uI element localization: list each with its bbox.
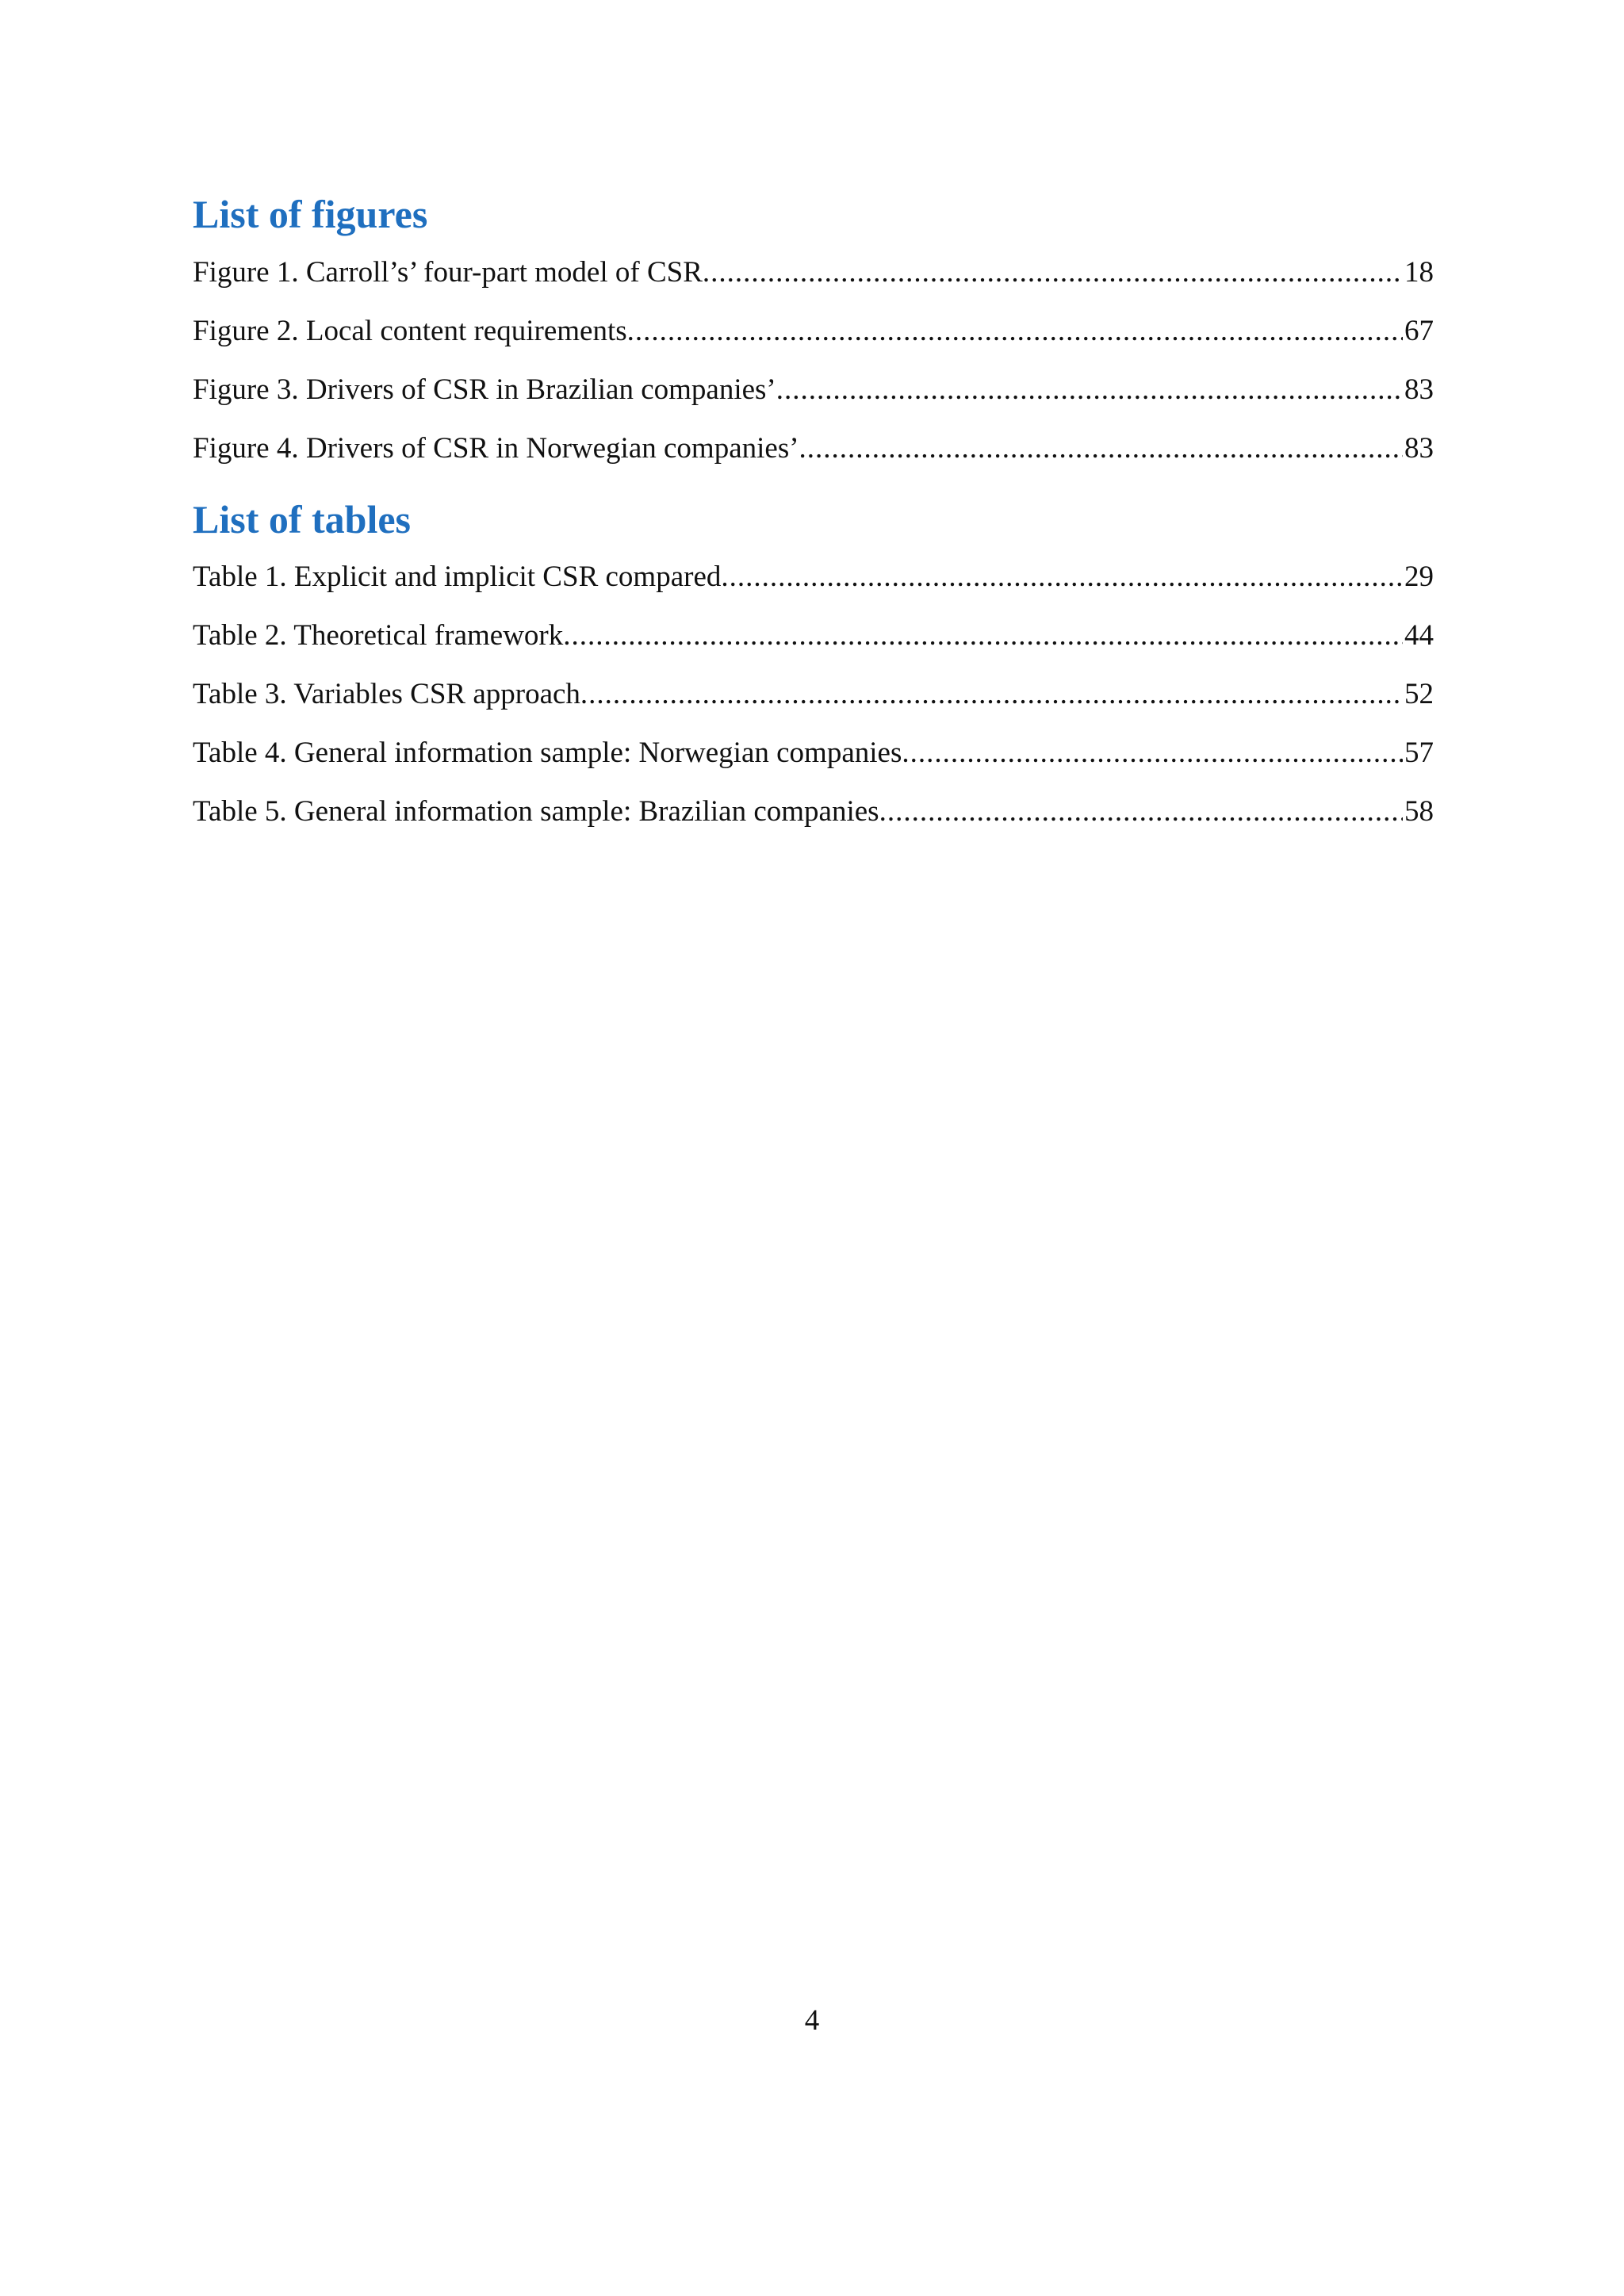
toc-entry-label: Table 3. Variables CSR approach xyxy=(193,678,580,710)
toc-entry-label: Figure 1. Carroll’s’ four-part model of CSR xyxy=(193,256,703,289)
list-of-tables-heading: List of tables xyxy=(193,497,411,541)
toc-entry-table-1[interactable] xyxy=(193,562,1434,621)
dot-leader xyxy=(580,679,1403,709)
toc-entry-figure-1[interactable] xyxy=(193,258,1434,316)
dot-leader xyxy=(563,621,1403,650)
page-number: 4 xyxy=(804,2004,820,2037)
list-of-figures-heading: List of figures xyxy=(193,192,428,236)
dot-leader xyxy=(776,375,1403,404)
toc-entry-label: Figure 2. Local content requirements xyxy=(193,315,627,347)
toc-entry-figure-2[interactable] xyxy=(193,316,1434,375)
toc-entry-table-3[interactable] xyxy=(193,679,1434,738)
dot-leader xyxy=(721,562,1403,591)
toc-entry-page: 29 xyxy=(1404,561,1434,593)
toc-entry-figure-4[interactable] xyxy=(193,434,1434,492)
tables-list xyxy=(193,562,1434,855)
toc-entry-label: Figure 4. Drivers of CSR in Norwegian companies’ xyxy=(193,432,799,465)
dot-leader xyxy=(902,738,1403,767)
toc-entry-table-5[interactable] xyxy=(193,797,1434,855)
toc-entry-label: Figure 3. Drivers of CSR in Brazilian companies’ xyxy=(193,373,776,406)
toc-entry-label: Table 5. General information sample: Brazilian companies xyxy=(193,795,879,828)
toc-entry-label: Table 4. General information sample: Norwegian companies xyxy=(193,737,902,769)
toc-entry-page: 44 xyxy=(1404,619,1434,652)
toc-entry-label: Table 2. Theoretical framework xyxy=(193,619,564,652)
toc-entry-page: 83 xyxy=(1404,432,1434,465)
toc-entry-page: 18 xyxy=(1404,256,1434,289)
toc-entry-page: 52 xyxy=(1404,678,1434,710)
toc-entry-page: 57 xyxy=(1404,737,1434,769)
toc-entry-label: Table 1. Explicit and implicit CSR compared xyxy=(193,561,722,593)
toc-entry-table-2[interactable] xyxy=(193,621,1434,679)
dot-leader xyxy=(799,434,1403,463)
dot-leader xyxy=(703,258,1403,287)
toc-entry-page: 83 xyxy=(1404,373,1434,406)
toc-entry-figure-3[interactable] xyxy=(193,375,1434,434)
dot-leader xyxy=(879,797,1403,826)
toc-entry-page: 67 xyxy=(1404,315,1434,347)
toc-entry-table-4[interactable] xyxy=(193,738,1434,797)
figures-list xyxy=(193,258,1434,492)
dot-leader xyxy=(627,316,1403,346)
toc-entry-page: 58 xyxy=(1404,795,1434,828)
